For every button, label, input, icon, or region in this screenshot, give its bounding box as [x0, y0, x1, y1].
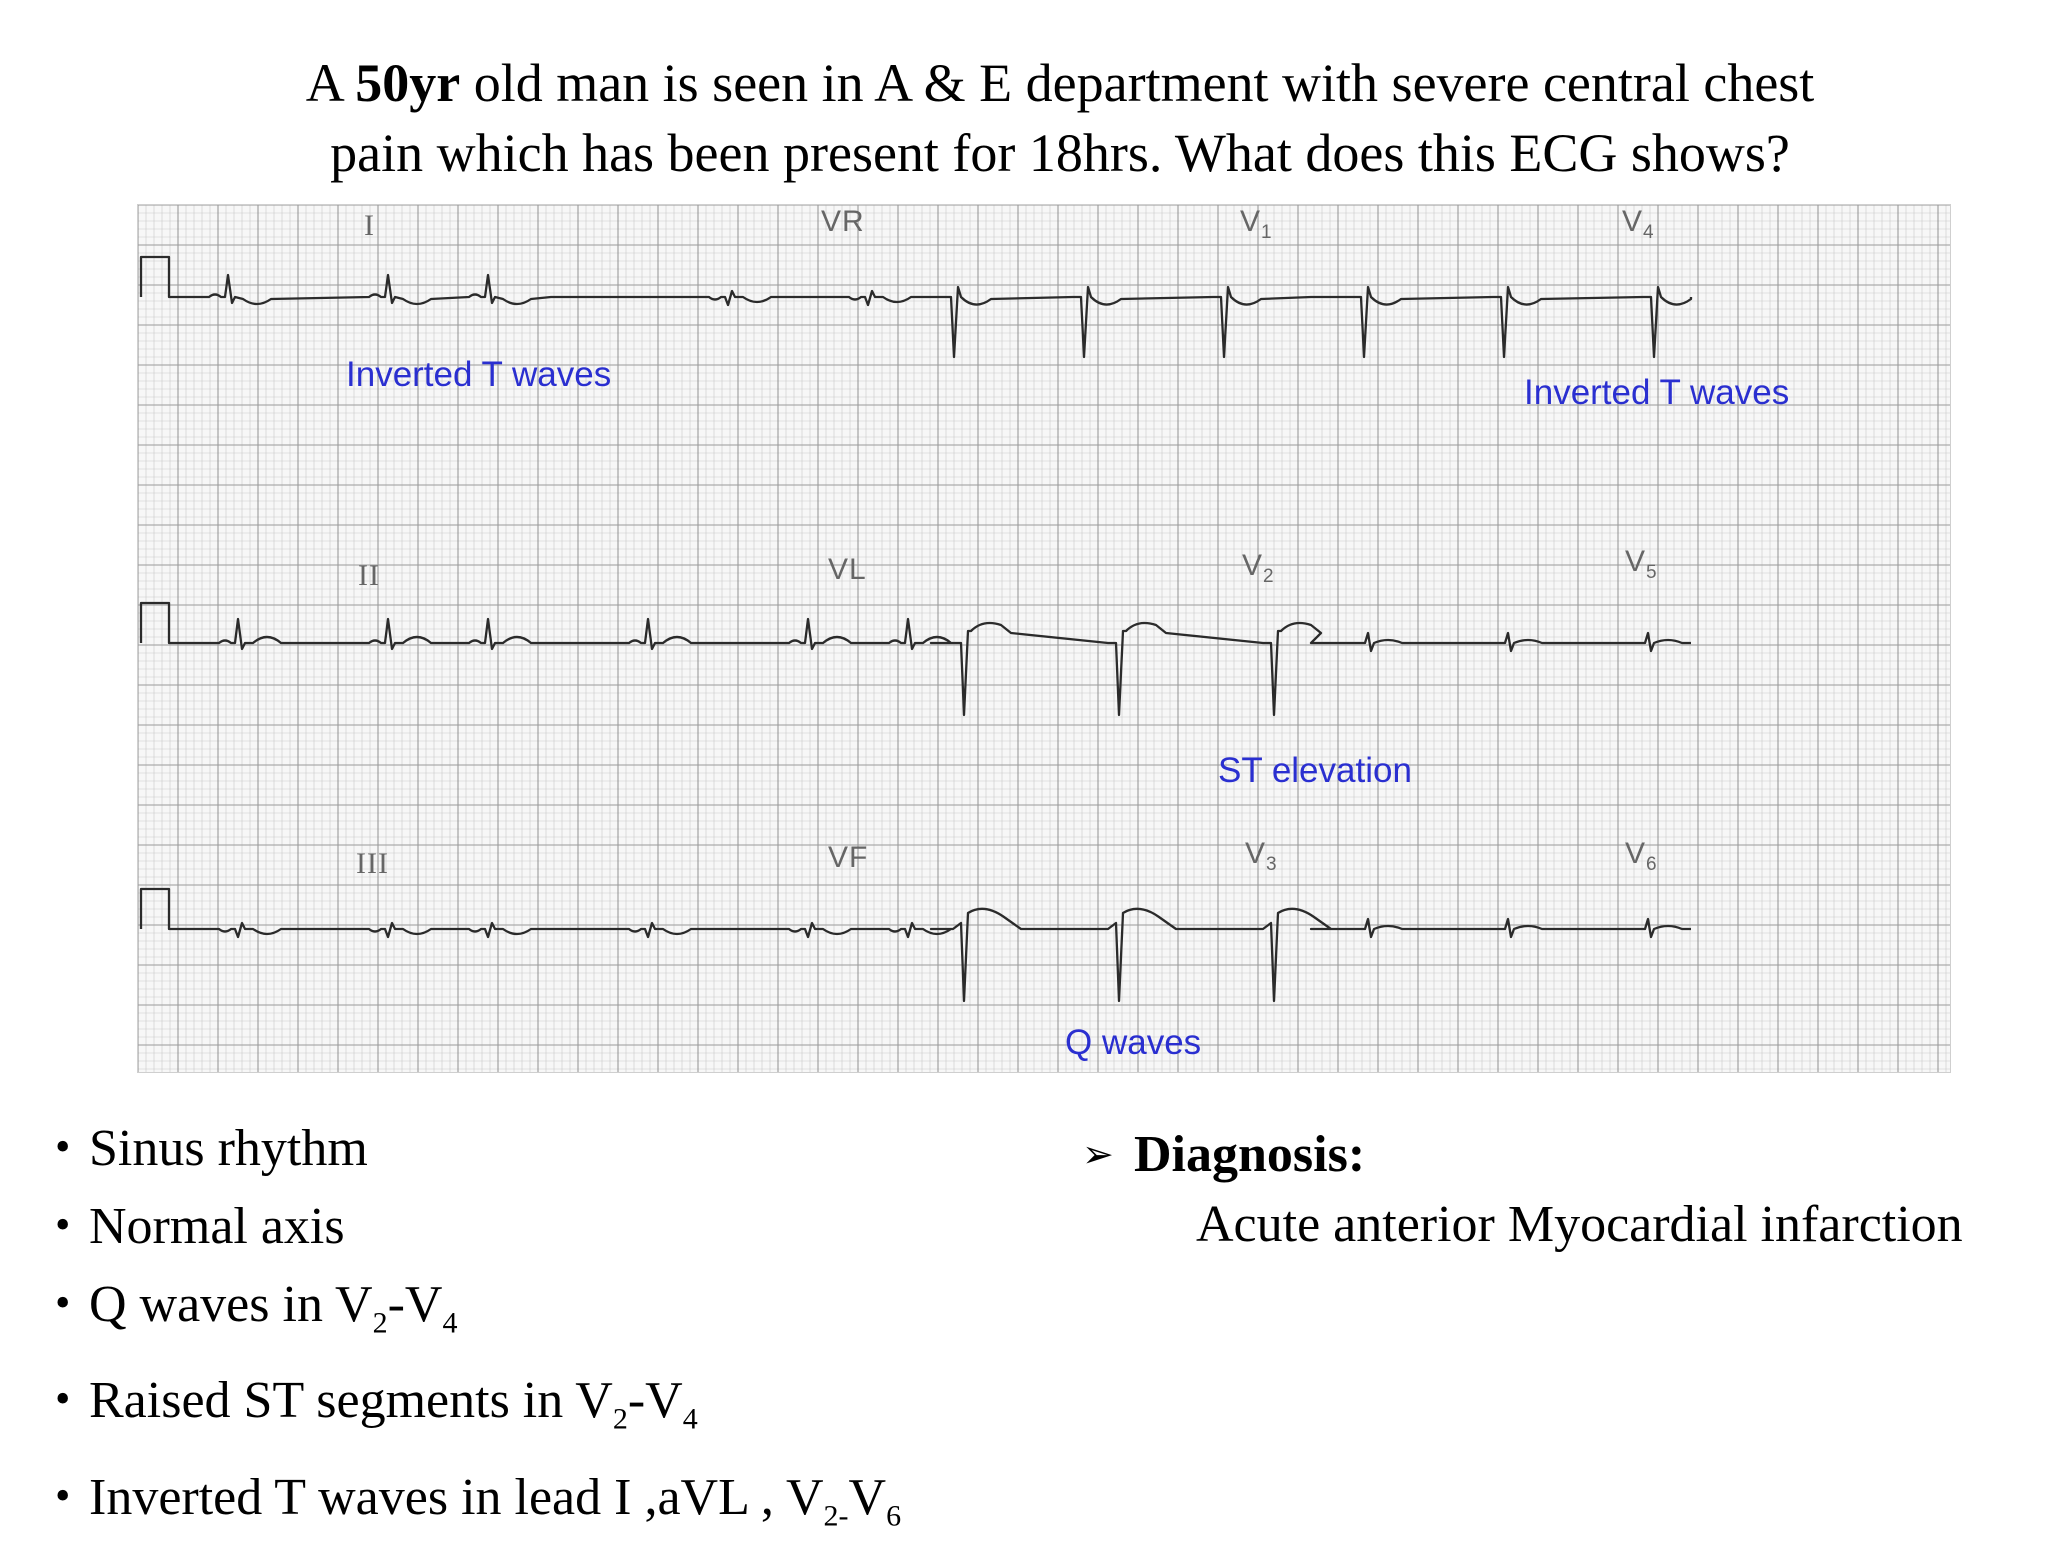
annotation-q-waves: Q waves — [1065, 1023, 1202, 1062]
lead-label-III: III — [356, 847, 389, 880]
finding-q-waves: • Q waves in $V_2-V_4$ — [55, 1266, 901, 1362]
finding-normal-axis: • Normal axis — [55, 1188, 901, 1266]
lead-label-V2: $V_2$ — [1242, 549, 1275, 587]
arrow-bullet-icon: ➢ — [1082, 1134, 1114, 1176]
finding-inverted-t: • Inverted T waves in lead I ,aVL , $V_{2-}V_6$ — [55, 1459, 901, 1555]
lead-label-VF: VF — [828, 841, 869, 874]
annotation-inverted-t-waves-left: Inverted T waves — [346, 355, 612, 394]
ecg-strip — [137, 204, 1951, 1073]
lead-label-V5: $V_5$ — [1625, 545, 1658, 583]
annotation-st-elevation: ST elevation — [1218, 751, 1412, 790]
annotation-inverted-t-waves-right: Inverted T waves — [1524, 373, 1790, 412]
lead-label-II: II — [358, 559, 380, 592]
lead-label-V6: $V_6$ — [1625, 837, 1658, 875]
question-title — [130, 48, 1990, 188]
lead-label-V1: $V_1$ — [1240, 205, 1273, 243]
question-line-1: A 50yr old man is seen in A & E department with severe central chest — [305, 53, 1815, 113]
lead-label-V3: $V_3$ — [1245, 837, 1278, 875]
lead-label-I: I — [364, 209, 375, 242]
diagnosis-text: Acute anterior Myocardial infarction — [1196, 1196, 1963, 1253]
diagnosis-block — [1082, 1120, 1963, 1260]
diagnosis-heading: ➢ Diagnosis: — [1082, 1120, 1963, 1190]
findings-list — [55, 1110, 901, 1555]
lead-label-V4: $V_4$ — [1622, 205, 1655, 243]
lead-label-VL: VL — [828, 553, 867, 586]
lead-label-VR: VR — [821, 205, 865, 238]
age-emphasis: 50yr — [355, 53, 461, 113]
finding-raised-st: • Raised ST segments in $V_2-V_4$ — [55, 1362, 901, 1458]
question-line-2: pain which has been present for 18hrs. What does this ECG shows? — [330, 123, 1790, 183]
ecg-grid-and-traces — [138, 205, 1950, 1072]
finding-sinus-rhythm: • Sinus rhythm — [55, 1110, 901, 1188]
